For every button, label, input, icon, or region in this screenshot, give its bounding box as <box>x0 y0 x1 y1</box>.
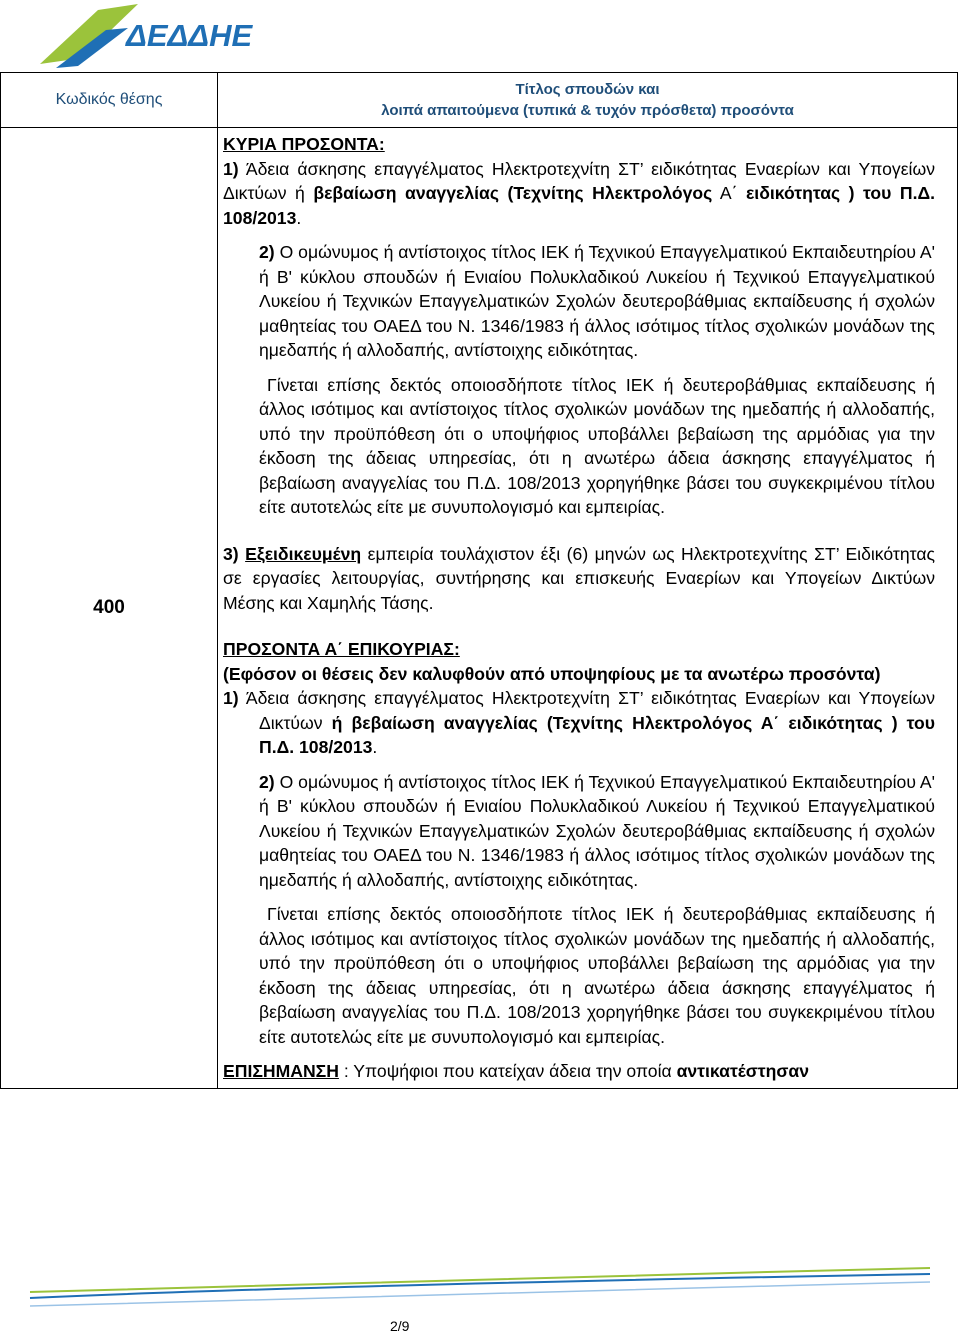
notice-label: ΕΠΙΣΗΜΑΝΣΗ <box>223 1061 339 1081</box>
main-item-2-num: 2) <box>259 242 275 262</box>
main-item-1-text: Άδεια άσκησης επαγγέλματος Ηλεκτροτεχνίτη ΣΤ’ ειδικότητας Εναερίων και Υπογείων Δικτύων ή <box>223 158 935 203</box>
main-item-2-note: Γίνεται επίσης δεκτός οποιοσδήποτε τίτλος ΙΕΚ ή δευτεροβάθμιας εκπαίδευσης ή άλλος ισότιμος και αντίστοιχος τίτλος σχολικών μονάδων της ημεδαπής ή αλλοδαπής, υπό την προϋπόθεση ότι ο υποψήφιος υποβάλλει βεβαίωση της αρμόδιας για την έκδοση της άδειας υπηρεσίας, ότι η ανωτέρω άδεια άσκησης επαγγέλματος ή βεβαίωση αναγγελίας του Π.Δ. 108/2013 χορηγήθηκε βάσει του συγκεκριμένου τίτλου είτε αυτοτελώς είτε με συνυπολογισμό και εμπειρίας. <box>259 374 935 517</box>
secondary-item-1-end: . <box>372 737 378 757</box>
main-item-1-num: 1) <box>223 158 239 179</box>
main-item-2 <box>223 240 935 363</box>
header-title-line2: λοιπά απαιτούμενα (τυπικά & τυχόν πρόσθετα) προσόντα <box>381 102 794 119</box>
footer-line-light <box>30 1282 930 1306</box>
header-code-label: Κωδικός θέσης <box>55 91 163 108</box>
main-item-3-text: εμπειρία τουλάχιστον έξι (6) μηνών ως Ηλεκτροτεχνίτης ΣΤ’ Ειδικότητας σε εργασίες λειτουργίας, συντήρησης και επισκευής Εναερίων και Υπογείων Δικτύων Μέσης και Χαμηλής Τάσης. <box>223 543 935 613</box>
secondary-item-1-num: 1) <box>223 688 239 708</box>
main-item-1 <box>223 157 935 231</box>
header-code <box>1 73 218 128</box>
main-item-1-end: . <box>296 207 302 228</box>
table-row <box>1 128 958 1089</box>
notice-bold: αντικατέστησαν <box>676 1061 810 1081</box>
main-item-1-decree: ειδικότητας ) του Π.Δ. 108/2013 <box>223 183 935 228</box>
position-code: 400 <box>1 128 218 1089</box>
main-qualifications-heading: ΚΥΡΙΑ ΠΡΟΣΟΝΤΑ: <box>223 134 385 154</box>
secondary-item-2 <box>223 770 935 893</box>
secondary-item-2-num: 2) <box>259 771 275 792</box>
notice <box>223 1059 935 1084</box>
main-item-3-key: Εξειδικευμένη <box>245 543 362 564</box>
table-header-row <box>1 73 958 128</box>
secondary-subheading: (Εφόσον οι θέσεις δεν καλυφθούν από υποψηφίους με τα ανωτέρω προσόντα) <box>223 663 881 684</box>
main-item-2-text: Ο ομώνυμος ή αντίστοιχος τίτλος ΙΕΚ ή Τεχνικού Επαγγελματικού Εκπαιδευτηρίου Α' ή Β' κύκλου σπουδών ή Ενιαίου Πολυκλαδικού Λυκείου ή Τεχνικού Επαγγελματικού Λυκείου ή Τεχνικών Επαγγελματικών Σχολών δευτεροβάθμιας εκπαίδευσης ή σχολών μαθητείας του ΟΑΕΔ του Ν. 1346/1983 ή άλλος ισότιμος τίτλος σχολικών μονάδων της ημεδαπής ή αλλοδαπής, αντίστοιχης ειδικότητας. <box>259 242 935 360</box>
main-item-3 <box>223 542 935 616</box>
footer-decoration <box>0 1262 960 1338</box>
main-item-1-bold: βεβαίωση αναγγελίας (Τεχνίτης Ηλεκτρολόγος <box>313 183 713 203</box>
secondary-item-1 <box>223 686 935 760</box>
notice-text: : Υποψήφιοι που κατείχαν άδεια την οποία <box>338 1061 677 1081</box>
requirements-content <box>218 128 958 1089</box>
main-item-3-num: 3) <box>223 543 239 564</box>
secondary-item-1-text: Άδεια άσκησης επαγγέλματος Ηλεκτροτεχνίτη ΣΤ’ ειδικότητας Εναερίων και Υπογείων Δικτύων <box>238 688 935 733</box>
page-number: 2/9 <box>390 1318 410 1334</box>
header-title-line1: Τίτλος σπουδών και <box>515 81 660 98</box>
main-item-1-grade: Α΄ <box>712 183 746 203</box>
secondary-heading: ΠΡΟΣΟΝΤΑ Α΄ ΕΠΙΚΟΥΡΙΑΣ: <box>223 639 460 659</box>
logo-text: ΔΕΔΔΗΕ <box>126 18 253 53</box>
requirements-table <box>0 72 958 1089</box>
company-logo <box>38 2 308 74</box>
secondary-item-2-note: Γίνεται επίσης δεκτός οποιοσδήποτε τίτλος ΙΕΚ ή δευτεροβάθμιας εκπαίδευσης ή άλλος ισότιμος και αντίστοιχος τίτλος σχολικών μονάδων της ημεδαπής ή αλλοδαπής, υπό την προϋπόθεση ότι ο υποψήφιος υποβάλλει βεβαίωση της αρμόδιας για την έκδοση της άδειας υπηρεσίας, ότι η ανωτέρω άδεια άσκησης επαγγέλματος ή βεβαίωση αναγγελίας του Π.Δ. 108/2013 χορηγήθηκε βάσει του συγκεκριμένου τίτλου είτε αυτοτελώς είτε με συνυπολογισμό και εμπειρίας. <box>259 904 935 1047</box>
footer-line-green <box>30 1268 930 1292</box>
header-title <box>218 73 958 128</box>
secondary-item-2-text: Ο ομώνυμος ή αντίστοιχος τίτλος ΙΕΚ ή Τεχνικού Επαγγελματικού Εκπαιδευτηρίου Α' ή Β' κύκλου σπουδών ή Ενιαίου Πολυκλαδικού Λυκείου ή Τεχνικού Επαγγελματικού Λυκείου ή Τεχνικών Επαγγελματικών Σχολών δευτεροβάθμιας εκπαίδευσης ή σχολών μαθητείας του ΟΑΕΔ του Ν. 1346/1983 ή άλλος ισότιμος τίτλος σχολικών μονάδων της ημεδαπής ή αλλοδαπής, αντίστοιχης ειδικότητας. <box>259 771 935 890</box>
secondary-item-1-bold: ή βεβαίωση αναγγελίας (Τεχνίτης Ηλεκτρολόγος Α΄ ειδικότητας ) του Π.Δ. 108/2013 <box>259 712 935 757</box>
